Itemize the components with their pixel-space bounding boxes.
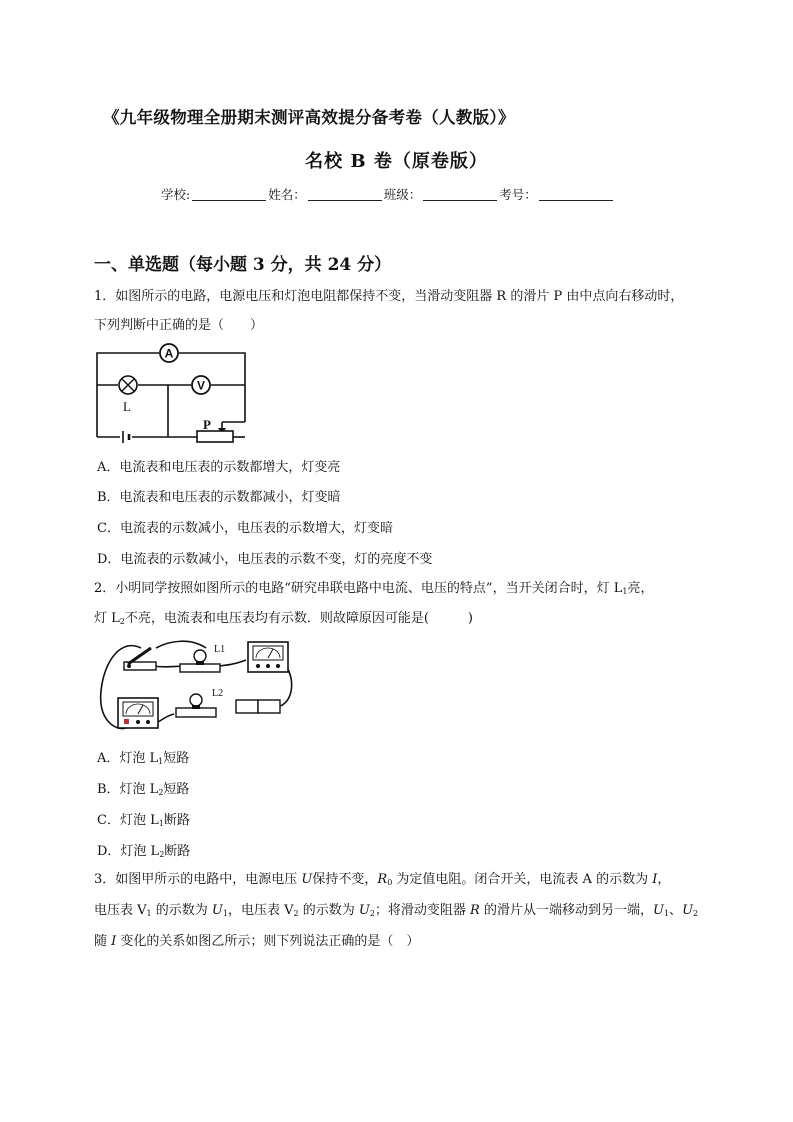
question-2-option-c: [97, 809, 190, 828]
ammeter-icon: [160, 344, 178, 362]
lamp-icon: [119, 376, 137, 394]
q3-text: 如图甲所示的电路中，电源电压: [115, 872, 302, 887]
question-2-text-2a: 灯 L: [94, 611, 120, 626]
battery-icon: [123, 431, 129, 443]
name-blank: [308, 188, 382, 201]
question-2-option-c-prefix: C．灯泡 L: [97, 813, 159, 828]
question-2-option-b-prefix: B．灯泡 L: [97, 782, 159, 797]
q3-text: 的示数为: [151, 903, 212, 918]
q3-var: U: [211, 903, 223, 918]
question-2-number: 2．: [94, 581, 116, 596]
question-2-option-a-sub: 1: [158, 757, 164, 766]
question-2-option-d-sub: 2: [159, 850, 165, 859]
question-2-option-c-suffix: 断路: [163, 813, 190, 828]
class-label: 班级：: [383, 187, 422, 202]
question-3-line-2: [94, 897, 698, 928]
lamp-label: L: [123, 399, 131, 414]
question-1-option-d: D．电流表的示数减小，电压表的示数不变，灯的亮度不变: [97, 552, 433, 567]
lamp-l2-label: L2: [212, 688, 224, 699]
q3-sub: 1: [146, 909, 152, 918]
ammeter-label: A: [164, 346, 174, 361]
q3-text: 随: [94, 934, 112, 949]
exam-number-blank: [539, 188, 613, 201]
rheostat-resistor: [197, 431, 233, 442]
question-2-option-d: [97, 840, 190, 859]
q3-sub: 1: [222, 909, 228, 918]
slider-label: P: [203, 417, 211, 432]
q3-text: 、: [669, 903, 683, 918]
paper-subtitle: 名校 B 卷（原卷版）: [305, 151, 488, 172]
voltmeter-label: V: [196, 378, 206, 393]
q3-sub: 2: [369, 909, 375, 918]
q3-text: ，: [657, 872, 671, 887]
question-1-option-a: A．电流表和电压表的示数都增大，灯变亮: [97, 460, 341, 475]
question-3-number: 3．: [94, 872, 116, 887]
q3-var: U: [652, 903, 664, 918]
q3-text: 电压表 V: [94, 903, 147, 918]
question-2-text-1b: 亮，: [627, 581, 654, 596]
student-info-fields: [161, 185, 615, 203]
question-1-number: 1．: [94, 289, 116, 304]
q3-var: R: [377, 872, 388, 887]
voltmeter-icon: [248, 642, 288, 672]
question-2-option-b: [97, 778, 189, 797]
section-heading: 一、单选题（每小题 3 分，共 24 分）: [94, 255, 392, 275]
question-2-option-a: [97, 747, 189, 766]
question-1-circuit-diagram: [92, 343, 252, 443]
q3-var: I: [652, 872, 658, 887]
q3-sub: 0: [387, 878, 393, 887]
q3-text: 变化的关系如图乙所示；则下列说法正确的是（ ）: [116, 934, 420, 949]
school-blank: [192, 188, 266, 201]
q3-text: 保持不变，: [312, 872, 378, 887]
question-1-text-1: 如图所示的电路，电源电压和灯泡电阻都保持不变，当滑动变阻器 R 的滑片 P 由中点向右移动时，: [115, 289, 684, 304]
battery-pack-icon: [236, 700, 280, 713]
question-2-option-d-suffix: 断路: [164, 844, 191, 859]
q3-text: 的示数为: [298, 903, 359, 918]
q3-text: ；将滑动变阻器: [374, 903, 471, 918]
question-2-text-2b: 不亮，电流表和电压表均有示数．则故障原因可能是( ): [124, 611, 474, 626]
question-2-text-1a: 小明同学按照如图所示的电路“研究串联电路中电流、电压的特点”，当开关闭合时，灯 L: [115, 581, 623, 596]
question-2-sub-1: 1: [622, 587, 628, 596]
question-2-option-a-suffix: 短路: [163, 751, 190, 766]
q3-text: ，电压表 V: [227, 903, 294, 918]
name-label: 姓名：: [268, 187, 306, 202]
q3-sub: 2: [293, 909, 299, 918]
exam-number-label: 考号：: [499, 187, 537, 202]
q3-var: U: [682, 903, 694, 918]
q3-sub: 1: [663, 909, 670, 918]
q3-var: U: [358, 903, 370, 918]
question-2-option-a-prefix: A．灯泡 L: [97, 751, 159, 766]
question-1-option-b: B．电流表和电压表的示数都减小，灯变暗: [97, 490, 341, 505]
paper-title: 《九年级物理全册期末测评高效提分备考卷（人教版）》: [103, 108, 515, 127]
question-2-option-b-sub: 2: [158, 788, 164, 797]
question-2-option-d-prefix: D．灯泡 L: [97, 844, 160, 859]
voltmeter-icon: [192, 376, 210, 394]
question-3-line-3: [94, 928, 419, 956]
q3-var: I: [111, 934, 117, 949]
question-1-line-1: [94, 283, 683, 311]
question-2-line-2: [94, 605, 473, 636]
q3-var: U: [301, 872, 313, 887]
question-1-option-c: C．电流表的示数减小，电压表的示数增大，灯变暗: [97, 521, 393, 536]
switch-icon: [124, 648, 156, 670]
school-label: 学校:: [161, 187, 191, 202]
question-2-option-c-sub: 1: [158, 819, 164, 828]
q3-sub: 2: [693, 909, 699, 918]
question-2-sub-2: 2: [119, 617, 125, 626]
question-2-option-b-suffix: 短路: [163, 782, 190, 797]
lamp-l2-icon: [176, 694, 216, 717]
question-2-apparatus-figure: [96, 636, 296, 736]
question-1-line-2: 下列判断中正确的是（ ）: [94, 318, 264, 333]
lamp-l1-label: L1: [214, 644, 226, 655]
q3-text: 的滑片从一端移动到另一端，: [479, 903, 653, 918]
class-blank: [423, 188, 497, 201]
q3-var: R: [470, 903, 480, 918]
q3-text: 为定值电阻。闭合开关，电流表 A 的示数为: [392, 872, 653, 887]
question-2-line-1: [94, 575, 653, 606]
ammeter-icon: [118, 698, 158, 728]
question-3-line-1: [94, 866, 670, 897]
